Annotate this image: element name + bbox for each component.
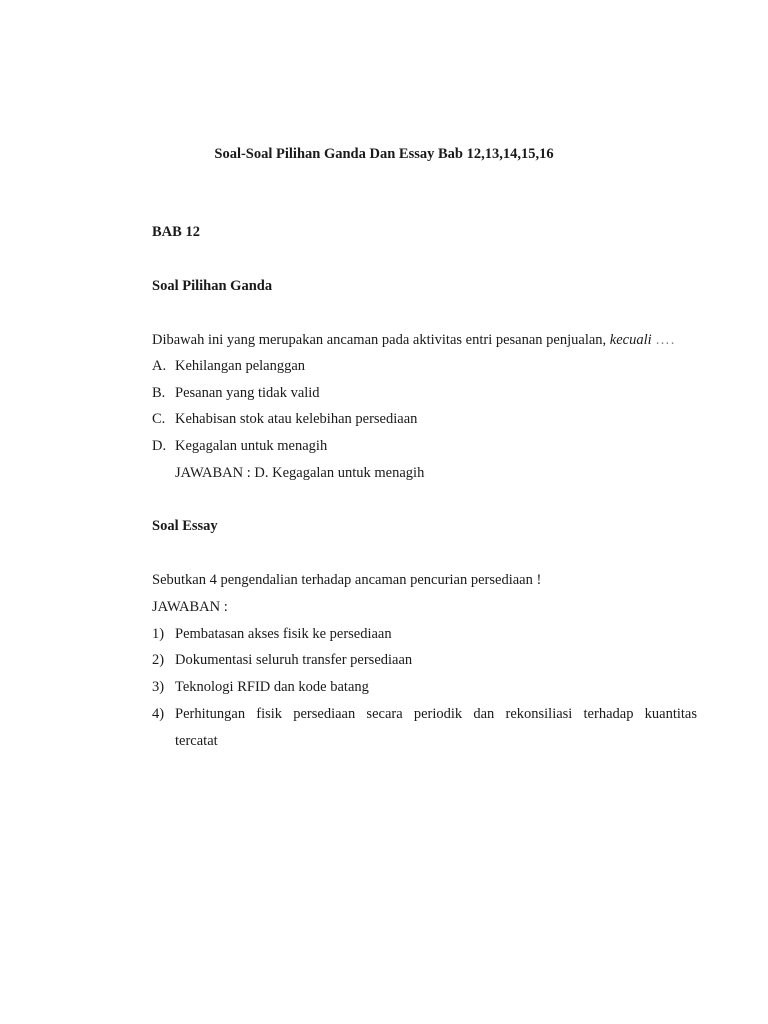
option-c-letter: C. bbox=[152, 411, 166, 427]
essay-answer-4-number: 4) bbox=[152, 706, 165, 722]
mcq-question bbox=[152, 332, 675, 349]
option-c-text: Kehabisan stok atau kelebihan persediaan bbox=[175, 411, 418, 427]
option-a-letter: A. bbox=[152, 358, 167, 374]
mcq-answer: JAWABAN : D. Kegagalan untuk menagih bbox=[175, 465, 425, 481]
essay-answer-label: JAWABAN : bbox=[152, 599, 228, 615]
option-b-letter: B. bbox=[152, 385, 166, 401]
essay-answer-4-continuation: tercatat bbox=[175, 733, 218, 749]
essay-answer-1-number: 1) bbox=[152, 626, 165, 642]
option-a-text: Kehilangan pelanggan bbox=[175, 358, 306, 374]
option-d-text: Kegagalan untuk menagih bbox=[175, 438, 328, 454]
option-b-text: Pesanan yang tidak valid bbox=[175, 385, 320, 401]
mcq-heading: Soal Pilihan Ganda bbox=[152, 278, 273, 294]
essay-answer-3-text: Teknologi RFID dan kode batang bbox=[175, 679, 369, 695]
essay-answer-3-number: 3) bbox=[152, 679, 165, 695]
document-title: Soal-Soal Pilihan Ganda Dan Essay Bab 12,13,14,15,16 bbox=[214, 146, 554, 162]
essay-answer-1-text: Pembatasan akses fisik ke persediaan bbox=[175, 626, 392, 642]
mcq-question-dots: …. bbox=[655, 332, 676, 348]
essay-answer-2-text: Dokumentasi seluruh transfer persediaan bbox=[175, 652, 413, 668]
chapter-heading: BAB 12 bbox=[152, 224, 200, 240]
essay-question: Sebutkan 4 pengendalian terhadap ancaman pencurian persediaan ! bbox=[152, 572, 542, 588]
essay-answer-4-text: Perhitungan fisik persediaan secara periodik dan rekonsiliasi terhadap kuantitas bbox=[175, 706, 697, 722]
mcq-question-text: Dibawah ini yang merupakan ancaman pada aktivitas entri pesanan penjualan, bbox=[152, 332, 607, 348]
option-d-letter: D. bbox=[152, 438, 167, 454]
mcq-question-emphasis: kecuali bbox=[609, 332, 652, 348]
essay-answer-2-number: 2) bbox=[152, 652, 165, 668]
essay-heading: Soal Essay bbox=[152, 518, 218, 534]
